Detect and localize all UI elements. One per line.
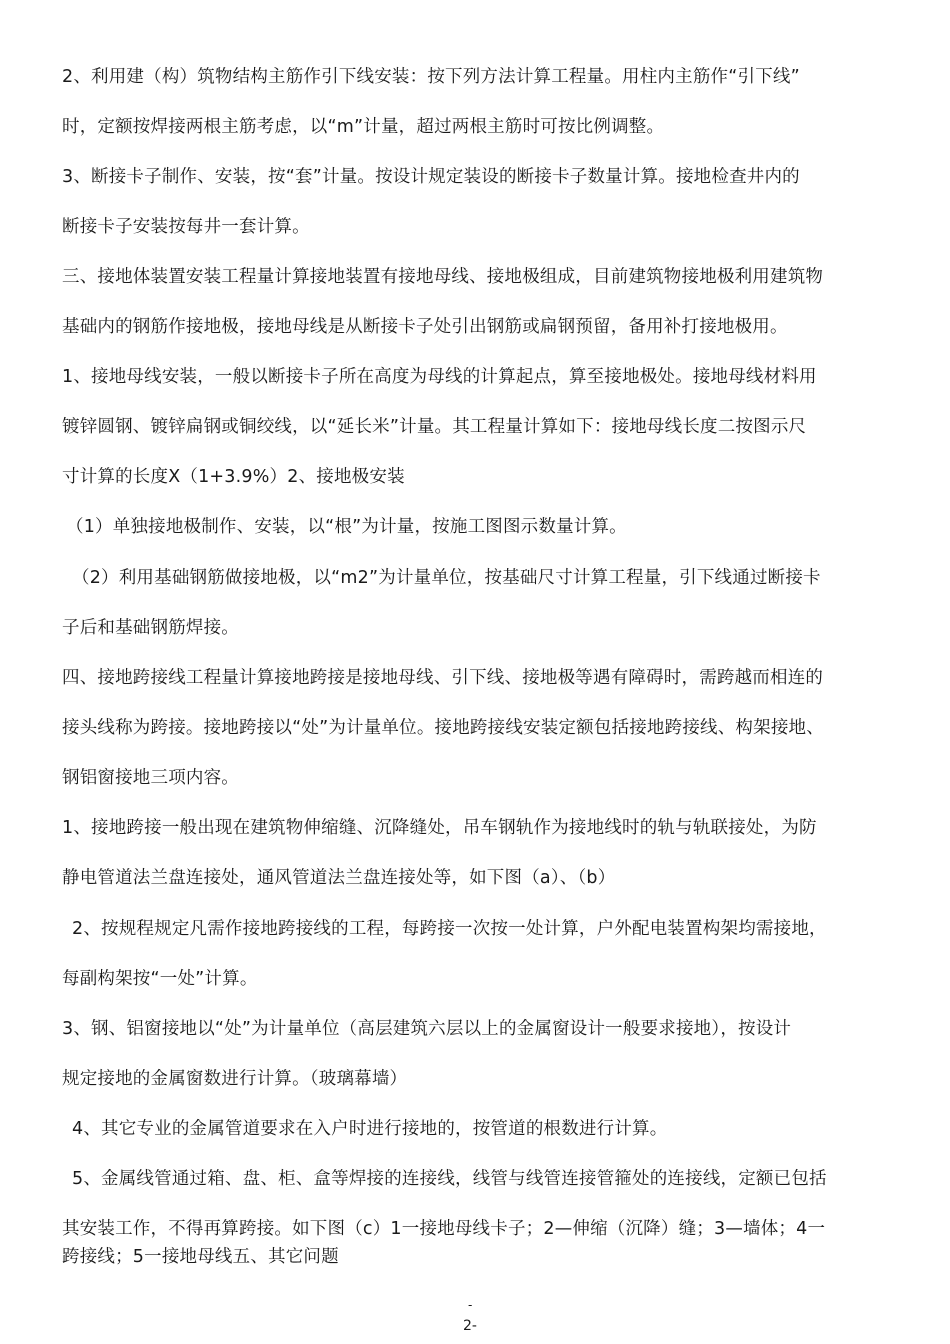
- paragraph-line: 基础内的钢筋作接地极，接地母线是从断接卡子处引出钢筋或扁钢预留，备用补打接地极用。: [62, 317, 788, 337]
- paragraph-line: 子后和基础钢筋焊接。: [62, 618, 239, 638]
- paragraph-line: 断接卡子安装按每井一套计算。: [62, 217, 310, 237]
- paragraph-line: 每副构架按“一处”计算。: [62, 969, 258, 989]
- paragraph-line: 1、接地跨接一般出现在建筑物伸缩缝、沉降缝处，吊车钢轨作为接地线时的轨与轨联接处，为防: [62, 818, 817, 838]
- paragraph-line: 5、金属线管通过箱、盘、柜、盒等焊接的连接线，线管与线管连接管箍处的连接线，定额已包括: [72, 1169, 827, 1189]
- paragraph-line: 寸计算的长度X（1+3.9%）2、接地极安装: [62, 467, 405, 487]
- paragraph-line: 其安装工作，不得再算跨接。如下图（c）1一接地母线卡子；2—伸缩（沉降）缝；3—墙体；4一: [62, 1219, 826, 1239]
- paragraph-line: 3、断接卡子制作、安装，按“套”计量。按设计规定装设的断接卡子数量计算。接地检查井内的: [62, 167, 800, 187]
- paragraph-line: （1）单独接地极制作、安装，以“根”为计量，按施工图图示数量计算。: [66, 517, 627, 537]
- paragraph-line: 2、按规程规定凡需作接地跨接线的工程，每跨接一次按一处计算，户外配电装置构架均需接地，: [72, 919, 827, 939]
- paragraph-line: 时，定额按焊接两根主筋考虑，以“m”计量，超过两根主筋时可按比例调整。: [62, 117, 665, 137]
- paragraph-line: 镀锌圆钢、镀锌扁钢或铜绞线，以“延长米”计量。其工程量计算如下：接地母线长度二按图示尺: [62, 417, 807, 437]
- paragraph-line: 规定接地的金属窗数进行计算。（玻璃幕墙）: [62, 1069, 408, 1089]
- section-heading-line: 三、接地体装置安装工程量计算接地装置有接地母线、接地极组成，目前建筑物接地极利用建筑物: [62, 267, 824, 287]
- page-footer-dash: -: [468, 1298, 473, 1312]
- paragraph-line: 钢铝窗接地三项内容。: [62, 768, 239, 788]
- paragraph-line: 4、其它专业的金属管道要求在入户时进行接地的，按管道的根数进行计算。: [72, 1119, 668, 1139]
- paragraph-line: 跨接线；5一接地母线五、其它问题: [62, 1247, 339, 1267]
- paragraph-line: 3、钢、铝窗接地以“处”为计量单位（高层建筑六层以上的金属窗设计一般要求接地），按设计: [62, 1019, 792, 1039]
- paragraph-line: 2、利用建（构）筑物结构主筋作引下线安装：按下列方法计算工程量。用柱内主筋作“引下线”: [62, 67, 800, 87]
- section-heading-line: 四、接地跨接线工程量计算接地跨接是接地母线、引下线、接地极等遇有障碍时，需跨越而相连的: [62, 668, 824, 688]
- paragraph-line: 1、接地母线安装，一般以断接卡子所在高度为母线的计算起点，算至接地极处。接地母线材料用: [62, 367, 817, 387]
- page-number: 2-: [463, 1318, 477, 1334]
- paragraph-line: 静电管道法兰盘连接处，通风管道法兰盘连接处等，如下图（a）、（b）: [62, 868, 616, 888]
- paragraph-line: 接头线称为跨接。接地跨接以“处”为计量单位。接地跨接线安装定额包括接地跨接线、构架接地、: [62, 718, 824, 738]
- paragraph-line: （2）利用基础钢筋做接地极，以“m2”为计量单位，按基础尺寸计算工程量，引下线通过断接卡: [72, 568, 821, 588]
